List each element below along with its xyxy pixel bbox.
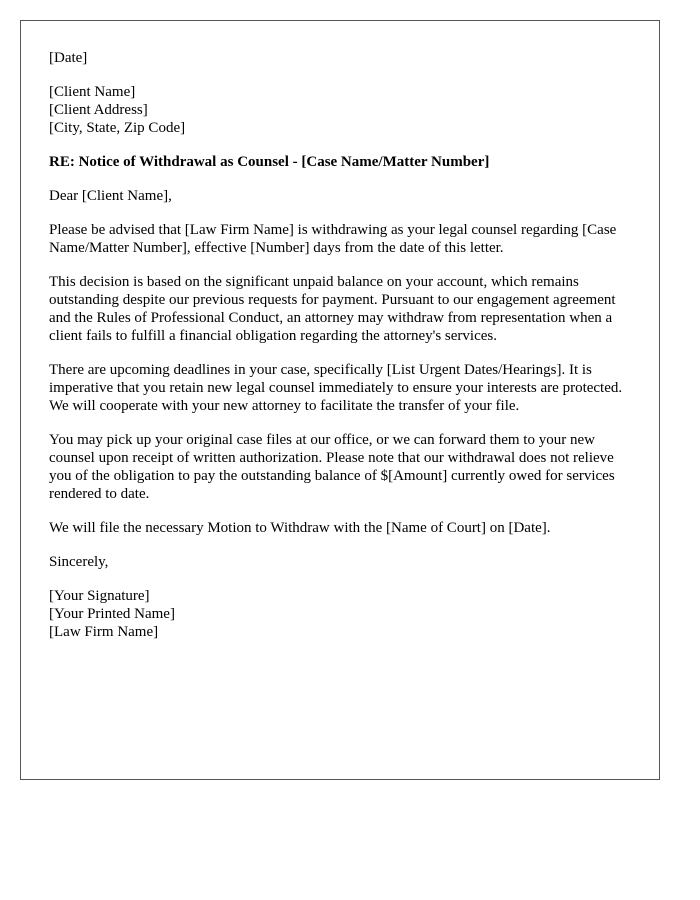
letter-date: [Date] bbox=[49, 50, 88, 66]
recipient-city-state-zip: [City, State, Zip Code] bbox=[49, 120, 186, 136]
letter-page bbox=[20, 20, 660, 780]
body-paragraph-case-files: You may pick up your original case files at our office, or we can forward them to your new counsel upon receipt of written authorization. Please note that our withdrawal does not relieve you of the obligation to pay the outstanding balance of $[Amount] currently owed for services rendered to date. bbox=[49, 432, 615, 502]
recipient-address: [Client Address] bbox=[49, 102, 148, 118]
body-paragraph-deadlines: There are upcoming deadlines in your case, specifically [List Urgent Dates/Hearings]. It is imperative that you retain new legal counsel immediately to ensure your interests are protected. We will cooperate with your new attorney to facilitate the transfer of your file. bbox=[49, 362, 623, 414]
recipient-address-block bbox=[49, 83, 629, 137]
signature-block bbox=[49, 587, 629, 641]
body-paragraph-reason: This decision is based on the significant unpaid balance on your account, which remains outstanding despite our previous requests for payment. Pursuant to our engagement agreement and the Rules of Professional Conduct, an attorney may withdraw from representation when a client fails to fulfill a financial obligation regarding the attorney's services. bbox=[49, 274, 616, 344]
letter-body bbox=[49, 49, 629, 657]
subject-line: RE: Notice of Withdrawal as Counsel - [Case Name/Matter Number] bbox=[49, 154, 490, 170]
salutation: Dear [Client Name], bbox=[49, 188, 172, 204]
body-paragraph-motion: We will file the necessary Motion to Withdraw with the [Name of Court] on [Date]. bbox=[49, 520, 551, 536]
firm-name: [Law Firm Name] bbox=[49, 624, 159, 640]
printed-name: [Your Printed Name] bbox=[49, 606, 175, 622]
signature: [Your Signature] bbox=[49, 588, 150, 604]
closing: Sincerely, bbox=[49, 554, 109, 570]
recipient-name: [Client Name] bbox=[49, 84, 136, 100]
body-paragraph-withdrawal-notice: Please be advised that [Law Firm Name] is withdrawing as your legal counsel regarding [Case Name/Matter Number], effective [Number] days from the date of this letter. bbox=[49, 222, 617, 256]
